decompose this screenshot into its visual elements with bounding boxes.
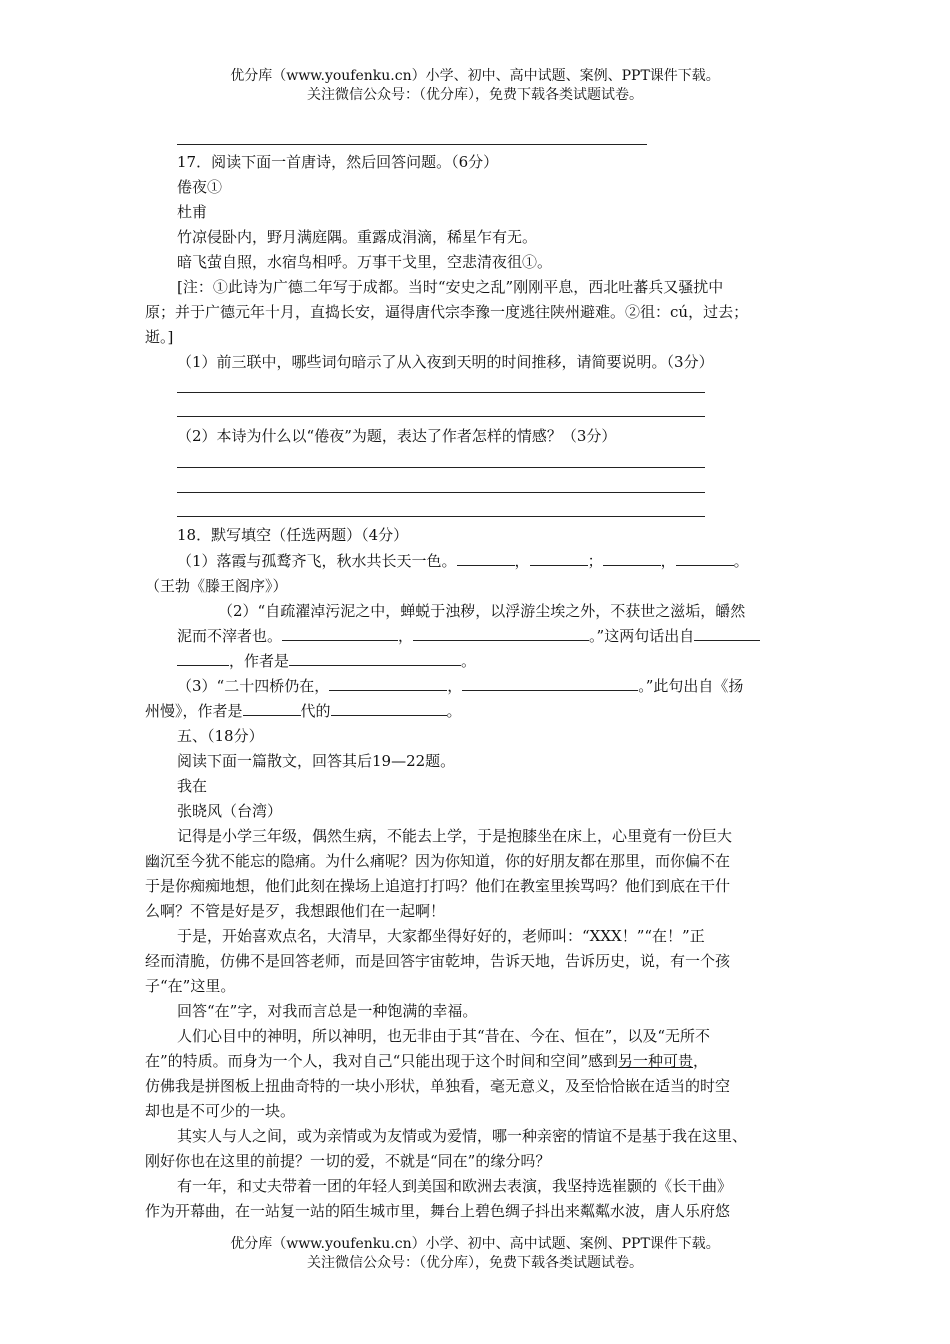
q18-item3-era-label: 代的 — [300, 702, 331, 720]
page-footer-line1: 优分库（www.youfenku.cn）小学、初中、高中试题、案例、PPT课件下载。 — [230, 1236, 720, 1252]
essay-para1-line: 于是你痴痴地想，他们此刻在操场上追逭打打吗？他们在教室里挨骂吗？他们到底在干什 — [145, 877, 731, 895]
fill-blank[interactable] — [457, 551, 515, 566]
section5-intro: 阅读下面一篇散文，回答其后19—22题。 — [177, 752, 456, 770]
section5-title: 五、（18分） — [177, 727, 264, 745]
essay-author: 张晓风（台湾） — [177, 802, 283, 820]
page-footer-line2: 关注微信公众号：（优分库），免费下载各类试题试卷。 — [307, 1255, 643, 1271]
essay-para4-text: 在”的特质。而身为一个人，我对自己“只能出现于这个时间和空间”感到 — [145, 1052, 619, 1070]
fill-blank[interactable] — [329, 676, 447, 691]
q18-item3-author-label: 州慢》，作者是 — [145, 702, 243, 720]
q18-item2-text: 泥而不滓者也。 — [177, 627, 283, 645]
q18-item3-mid: 。”此句出自《扬 — [638, 677, 744, 695]
essay-para5-line: 刚好你也在这里的前提？一切的爱，不就是“同在”的缘分吗？ — [145, 1152, 551, 1170]
essay-title: 我在 — [177, 777, 208, 795]
underlined-phrase: 另一种可贵 — [618, 1052, 694, 1070]
fill-blank[interactable] — [243, 701, 301, 716]
fill-blank[interactable] — [289, 651, 461, 666]
fill-blank[interactable] — [413, 626, 589, 641]
page-header-line1: 优分库（www.youfenku.cn）小学、初中、高中试题、案例、PPT课件下载。 — [230, 68, 720, 84]
poem-note-3: 逝。] — [145, 328, 174, 346]
essay-para3: 回答“在”字，对我而言总是一种饱满的幸福。 — [177, 1002, 478, 1020]
punct: ， — [660, 552, 676, 570]
q18-item1 — [177, 551, 842, 571]
q17-sub2: （2）本诗为什么以“倦夜”为题，表达了作者怎样的情感？（3分） — [177, 427, 617, 445]
punct: ， — [447, 677, 463, 695]
poem-title: 倦夜① — [177, 178, 223, 196]
q18-item3-text: （3）“二十四桥仍在， — [177, 677, 330, 695]
essay-para4-line: 却也是不可少的一块。 — [145, 1102, 296, 1120]
q18-item2-line1: （2）“自疏濯淖污泥之中，蝉蜕于浊秽，以浮游尘埃之外，不获世之滋垢，皭然 — [218, 602, 746, 620]
answer-line[interactable] — [177, 516, 705, 517]
q18-item2-author-label: ，作者是 — [229, 652, 290, 670]
essay-para2-line: 于是，开始喜欢点名，大清早，大家都坐得好好的，老师叫：“XXX！”“在！”正 — [177, 927, 705, 945]
poem-author: 杜甫 — [177, 203, 208, 221]
answer-line[interactable] — [177, 492, 705, 493]
poem-note-1: [注：①此诗为广德二年写于成都。当时“安史之乱”刚刚平息，西北吐蕃兵又骚扰中 — [177, 278, 724, 296]
fill-blank[interactable] — [676, 551, 734, 566]
punct: 。 — [446, 702, 462, 720]
fill-blank[interactable] — [282, 626, 398, 641]
essay-para4-line — [145, 1051, 810, 1071]
q17-title: 17．阅读下面一首唐诗，然后回答问题。（6分） — [177, 153, 499, 171]
q18-item1-source: （王勃《滕王阁序》） — [145, 577, 288, 595]
punct: ； — [587, 552, 603, 570]
answer-line[interactable] — [177, 416, 705, 417]
fill-blank[interactable] — [694, 626, 760, 641]
fill-blank[interactable] — [462, 676, 638, 691]
essay-para1-line: 记得是小学三年级，偶然生病，不能去上学，于是抱膝坐在床上，心里竟有一份巨大 — [177, 827, 733, 845]
essay-para2-line: 子“在”这里。 — [145, 977, 236, 995]
essay-para1-line: 幽沉至今犹不能忘的隐痛。为什么痛呢？因为你知道，你的好朋友都在那里，而你偏不在 — [145, 852, 731, 870]
q18-item2-line3 — [177, 651, 842, 671]
fill-blank[interactable] — [177, 651, 229, 666]
q18-item2-mid: 。”这两句话出自 — [589, 627, 695, 645]
essay-para1-line: 么啊？不管是好是歹，我想跟他们在一起啊！ — [145, 902, 446, 920]
essay-para6-line: 有一年，和丈夫带着一团的年轻人到美国和欧洲去表演，我坚持选崔颢的《长干曲》 — [177, 1177, 733, 1195]
fill-blank[interactable] — [530, 551, 588, 566]
fill-blank[interactable] — [331, 701, 447, 716]
q17-sub1: （1）前三联中，哪些词句暗示了从入夜到天明的时间推移，请简要说明。（3分） — [177, 353, 714, 371]
essay-para4-line: 仿佛我是拼图板上扭曲奇特的一块小形状，单独看，毫无意义，及至恰恰嵌在适当的时空 — [145, 1077, 731, 1095]
answer-line[interactable] — [177, 144, 647, 145]
q18-title: 18．默写填空（任选两题）（4分） — [177, 526, 409, 544]
page-header-line2: 关注微信公众号：（优分库），免费下载各类试题试卷。 — [307, 87, 643, 103]
punct: ， — [398, 627, 414, 645]
q18-item2-line2 — [177, 626, 842, 646]
q18-item1-text: （1）落霞与孤鹜齐飞，秋水共长天一色。 — [177, 552, 457, 570]
essay-para4-line: 人们心目中的神明，所以神明，也无非由于其“昔在、今在、恒在”，以及“无所不 — [177, 1027, 711, 1045]
poem-note-2: 原；并于广德元年十月，直捣长安，逼得唐代宗李豫一度逃往陕州避难。②徂：cú，过去； — [145, 303, 749, 321]
punct: 。 — [733, 552, 749, 570]
answer-line[interactable] — [177, 392, 705, 393]
q18-item3-line1 — [177, 676, 842, 696]
q18-item3-line2 — [145, 701, 810, 721]
answer-line[interactable] — [177, 467, 705, 468]
punct: ， — [514, 552, 530, 570]
essay-para6-line: 作为开幕曲，在一站复一站的陌生城市里，舞台上碧色绸子抖出来粼粼水波，唐人乐府悠 — [145, 1202, 731, 1220]
poem-verse-1: 竹凉侵卧内，野月满庭隅。重露成涓滴，稀星乍有无。 — [177, 228, 538, 246]
punct: ， — [693, 1052, 709, 1070]
essay-para2-line: 经而清脆，仿佛不是回答老师，而是回答宇宙乾坤，告诉天地，告诉历史，说，有一个孩 — [145, 952, 731, 970]
poem-verse-2: 暗飞萤自照，水宿鸟相呼。万事干戈里，空悲清夜徂①。 — [177, 253, 553, 271]
essay-para5-line: 其实人与人之间，或为亲情或为友情或为爱情，哪一种亲密的情谊不是基于我在这里、 — [177, 1127, 748, 1145]
punct: 。 — [461, 652, 477, 670]
fill-blank[interactable] — [603, 551, 661, 566]
